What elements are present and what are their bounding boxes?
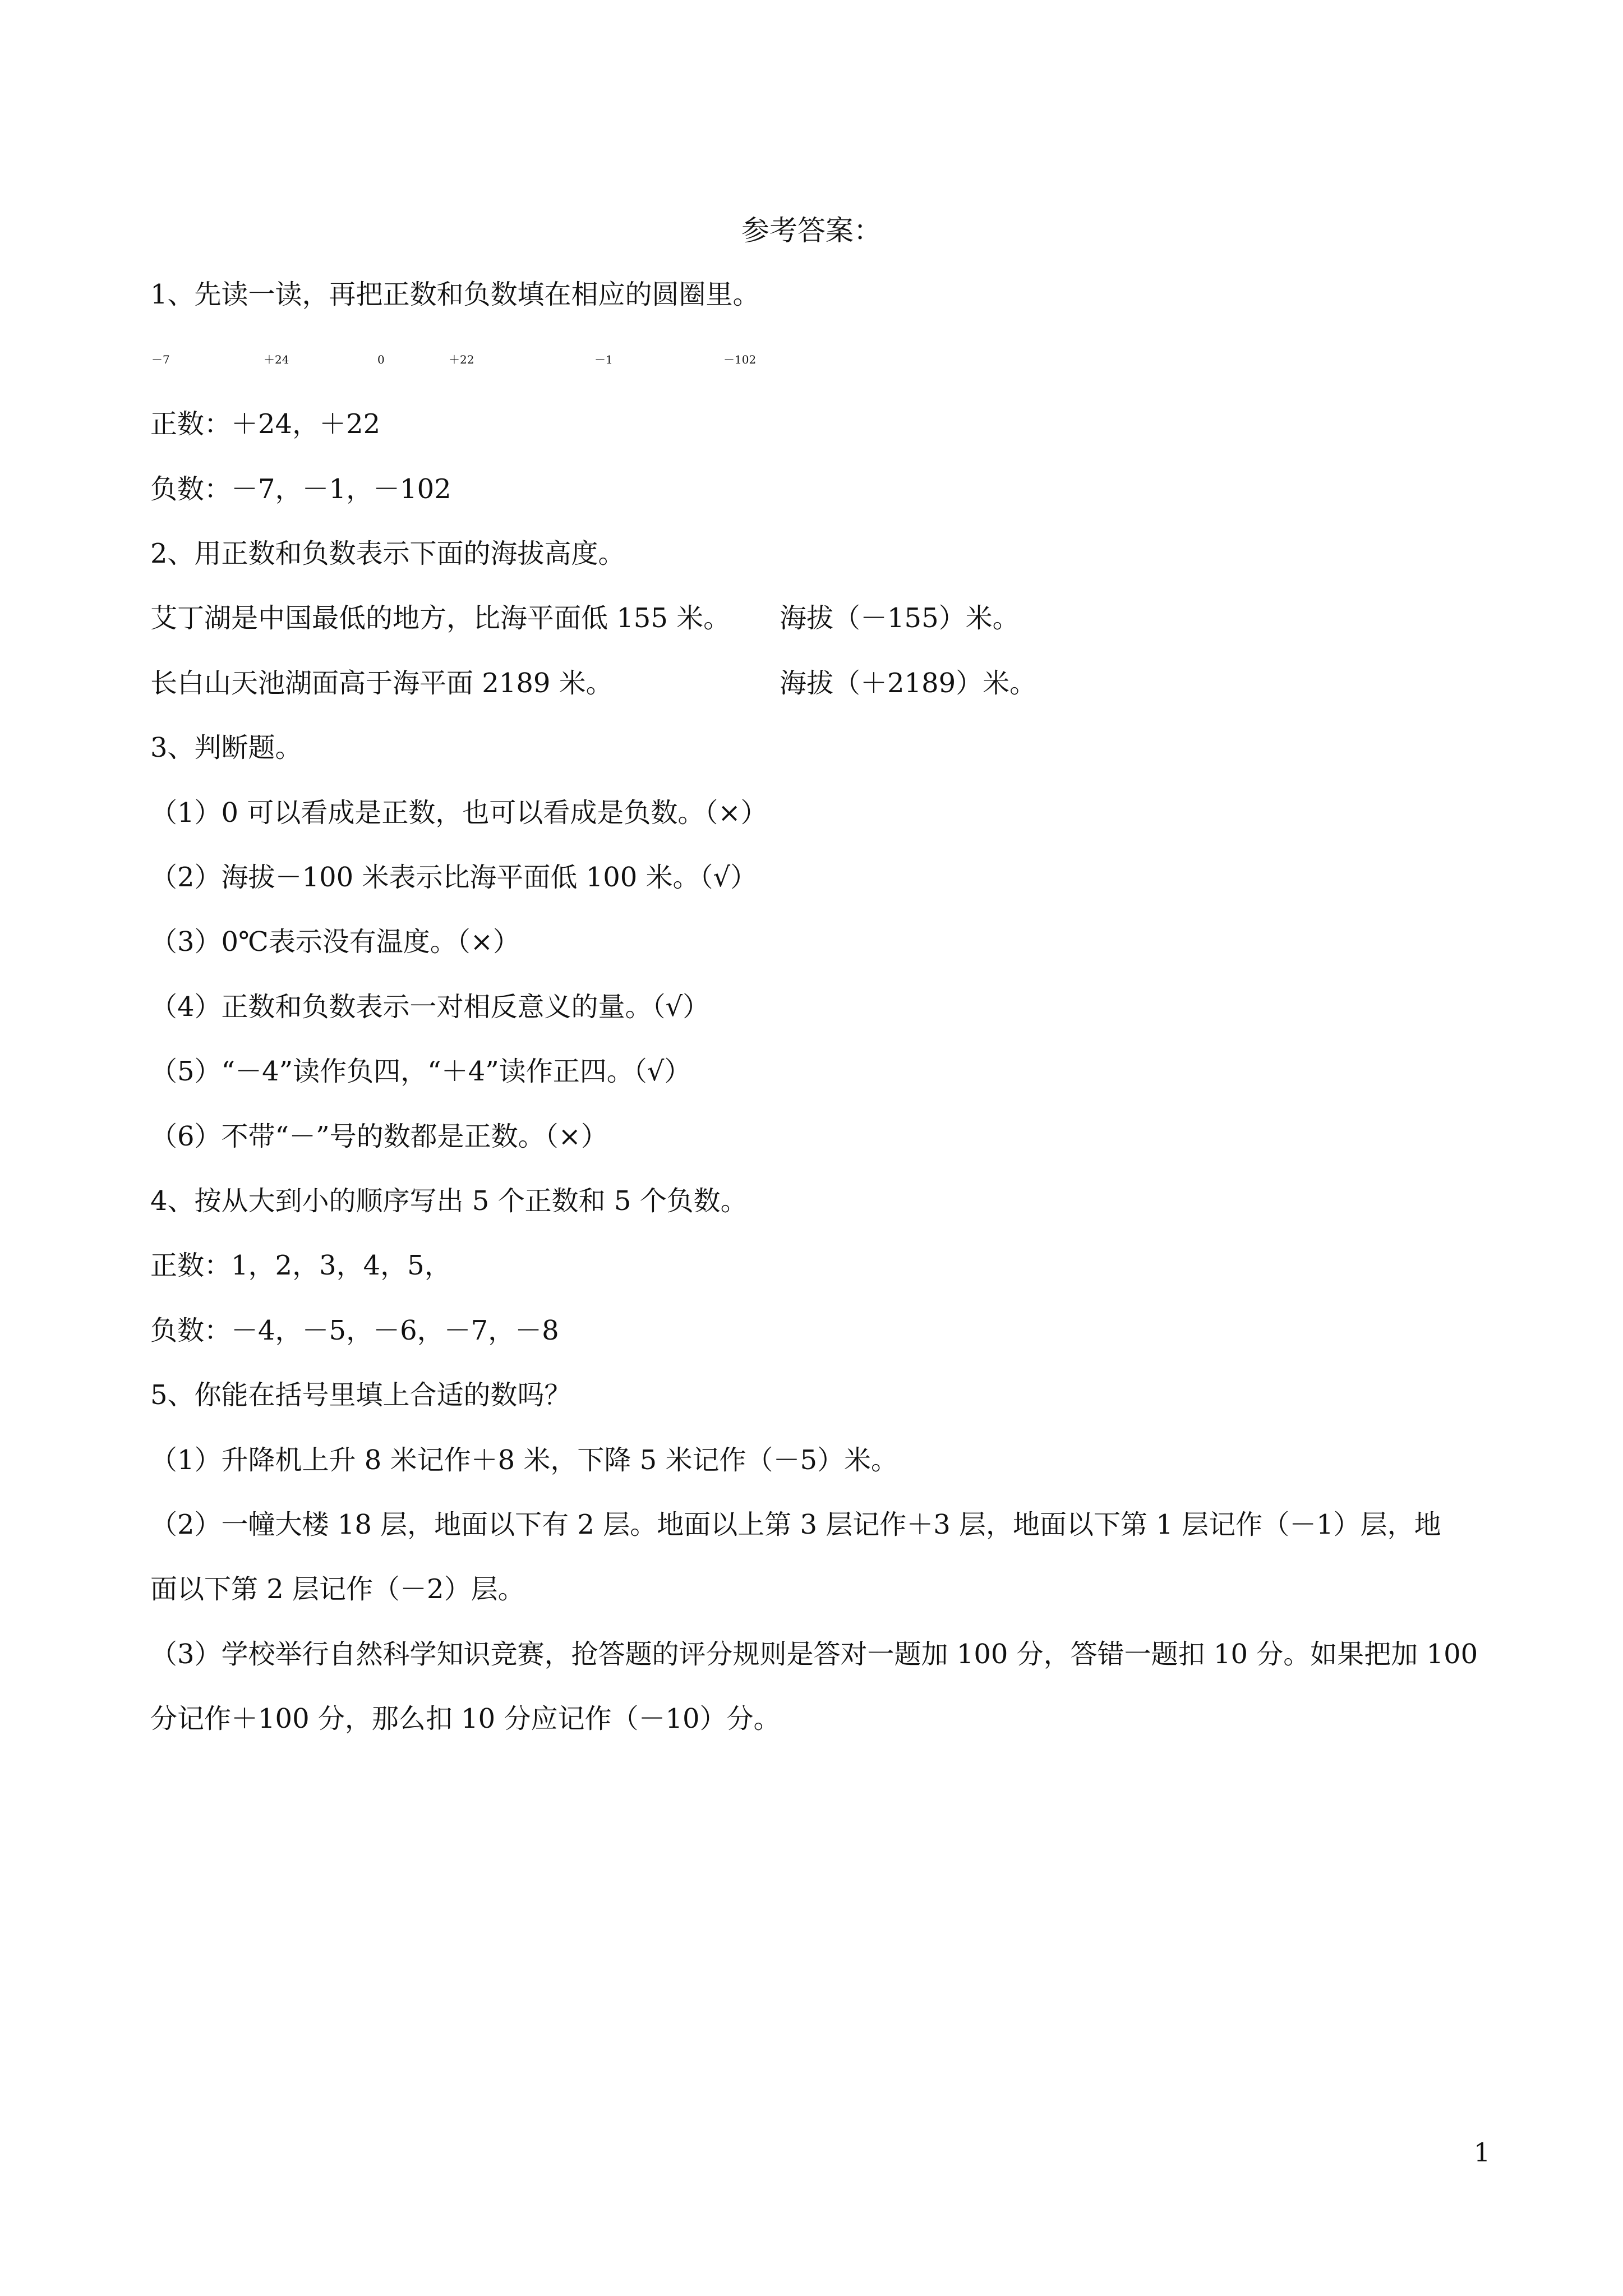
q3-item: （1）0 可以看成是正数，也可以看成是负数。（×） [150, 797, 768, 829]
q5-heading: 5、你能在括号里填上合适的数吗？ [150, 1379, 571, 1411]
q1-number: ＋22 [449, 353, 474, 366]
q4-positive-answer: 正数：1，2，3，4，5， [150, 1250, 451, 1281]
page-title: 参考答案： [741, 214, 882, 247]
q3-item: （5）“－4”读作负四，“＋4”读作正四。（√） [150, 1056, 691, 1087]
q5-line: （1）升降机上升 8 米记作＋8 米，下降 5 米记作（－5）米。 [150, 1444, 898, 1476]
q1-heading: 1、先读一读，再把正数和负数填在相应的圆圈里。 [150, 279, 760, 310]
q1-positive-answer: 正数：＋24，＋22 [150, 408, 381, 440]
q2-row-answer: 海拔（＋2189）米。 [780, 668, 1037, 699]
q5-line: 分记作＋100 分，那么扣 10 分应记作（－10）分。 [150, 1703, 781, 1734]
q1-negative-answer: 负数：－7，－1，－102 [150, 473, 451, 505]
q1-number: －7 [151, 353, 170, 366]
q5-line: （3）学校举行自然科学知识竞赛，抢答题的评分规则是答对一题加 100 分，答错一题扣 10 分。如果把加 100 [150, 1639, 1478, 1670]
q5-line: 面以下第 2 层记作（－2）层。 [150, 1573, 525, 1605]
page-number: 1 [1474, 2137, 1491, 2168]
q4-heading: 4、按从大到小的顺序写出 5 个正数和 5 个负数。 [150, 1185, 748, 1217]
q2-row-answer: 海拔（－155）米。 [780, 602, 1020, 634]
q2-heading: 2、用正数和负数表示下面的海拔高度。 [150, 538, 625, 569]
q3-item: （2）海拔－100 米表示比海平面低 100 米。（√） [150, 862, 758, 893]
q3-item: （6）不带“－”号的数都是正数。（×） [150, 1121, 608, 1152]
q5-line: （2）一幢大楼 18 层，地面以下有 2 层。地面以上第 3 层记作＋3 层，地面以下第 1 层记作（－1）层，地 [150, 1509, 1441, 1540]
q4-negative-answer: 负数：－4，－5，－6，－7，－8 [150, 1315, 559, 1346]
q1-number: －102 [723, 353, 757, 366]
q3-item: （3）0℃表示没有温度。（×） [150, 926, 520, 958]
q3-heading: 3、判断题。 [150, 732, 302, 763]
q1-number: ＋24 [264, 353, 289, 366]
q1-number-row [0, 342, 1623, 378]
q1-number: －1 [594, 353, 613, 366]
q2-row-text: 长白山天池湖面高于海平面 2189 米。 [150, 668, 613, 699]
q3-item: （4）正数和负数表示一对相反意义的量。（√） [150, 991, 710, 1023]
q2-row-text: 艾丁湖是中国最低的地方，比海平面低 155 米。 [150, 602, 731, 634]
q1-number: 0 [377, 353, 385, 366]
